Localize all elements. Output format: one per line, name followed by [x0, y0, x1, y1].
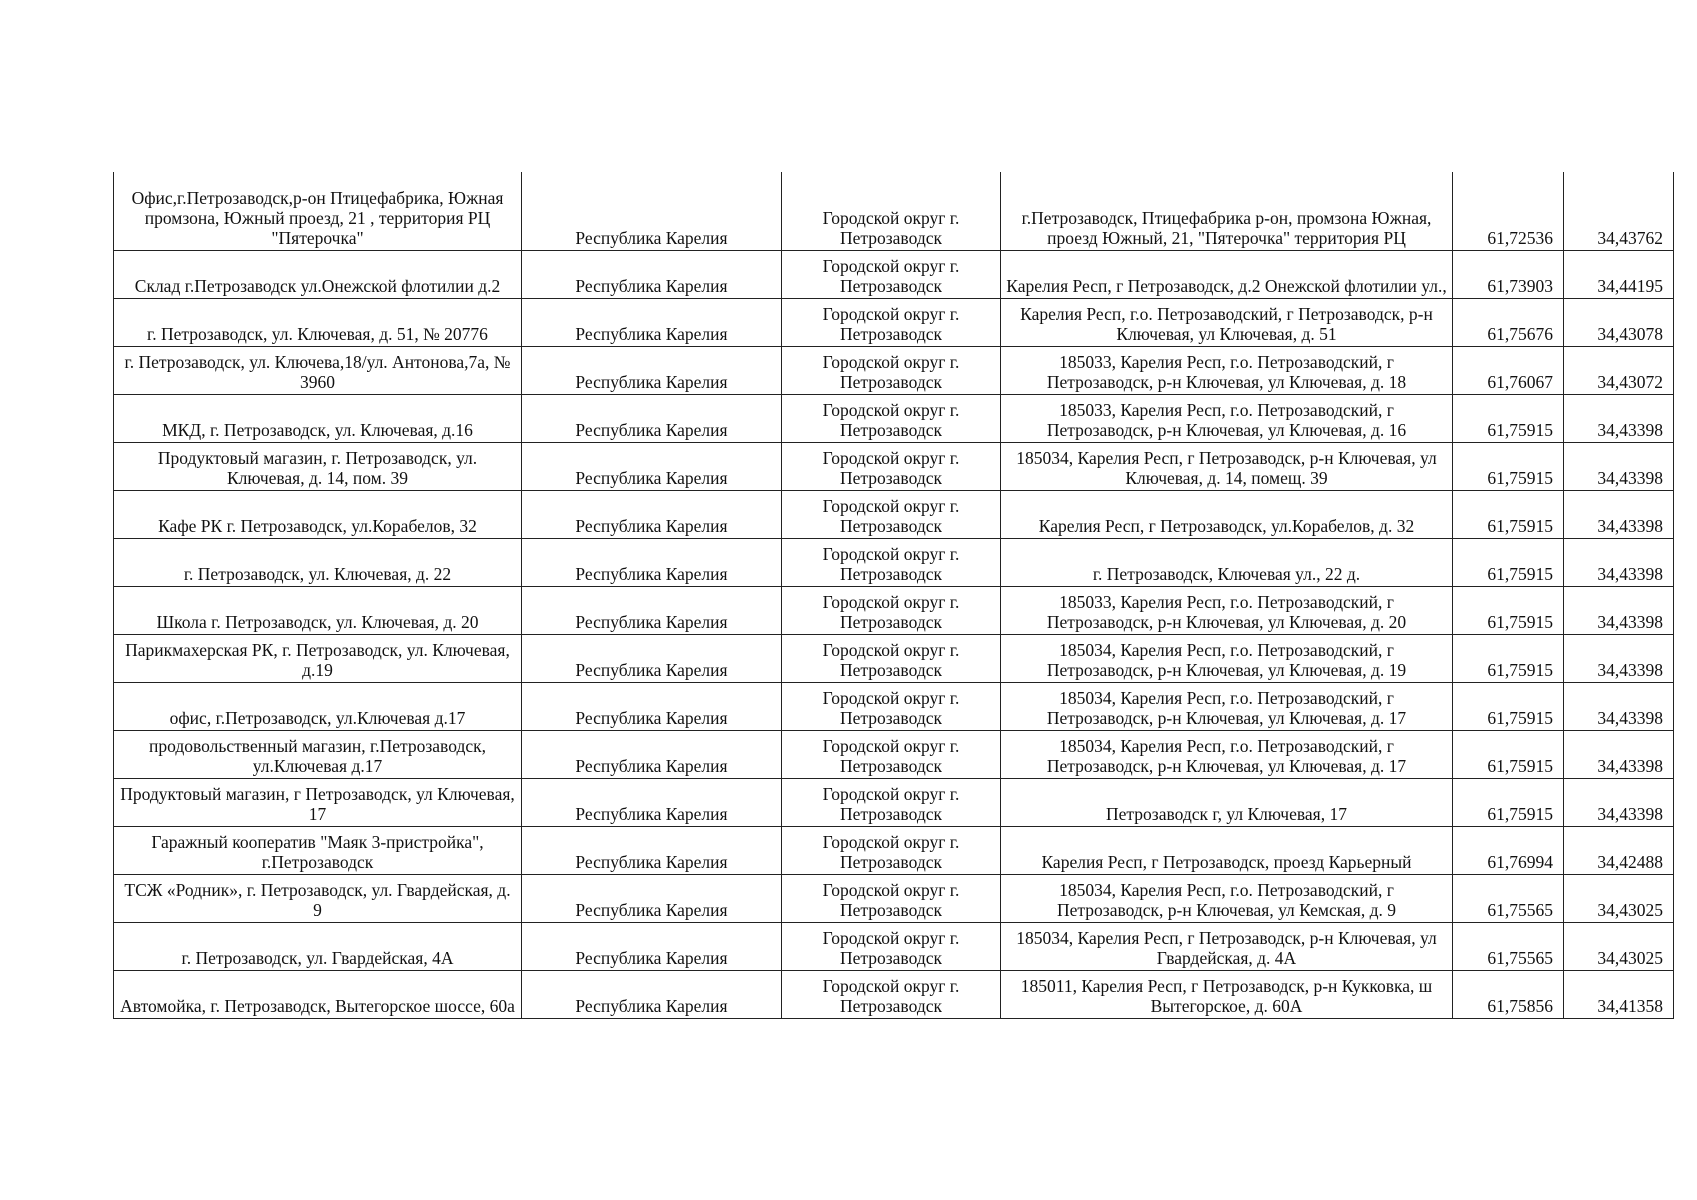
address-cell: 185033, Карелия Респ, г.о. Петрозаводский, г Петрозаводск, р-н Ключевая, ул Ключевая, д. 18 [1001, 346, 1453, 394]
district-cell: Городской округ г. Петрозаводск [782, 682, 1001, 730]
address-cell: 185033, Карелия Респ, г.о. Петрозаводский, г Петрозаводск, р-н Ключевая, ул Ключевая, д. 16 [1001, 394, 1453, 442]
longitude-cell: 34,42488 [1564, 826, 1674, 874]
address-cell: 185034, Карелия Респ, г.о. Петрозаводский, г Петрозаводск, р-н Ключевая, ул Ключевая, д. 17 [1001, 730, 1453, 778]
region-cell: Республика Карелия [522, 874, 782, 922]
district-cell: Городской округ г. Петрозаводск [782, 634, 1001, 682]
longitude-cell: 34,43025 [1564, 922, 1674, 970]
object-name-cell: г. Петрозаводск, ул. Ключевая, д. 51, № 20776 [114, 298, 522, 346]
longitude-cell: 34,43398 [1564, 586, 1674, 634]
latitude-cell: 61,75915 [1453, 490, 1564, 538]
latitude-cell: 61,75565 [1453, 922, 1564, 970]
address-cell: Карелия Респ, г Петрозаводск, проезд Карьерный [1001, 826, 1453, 874]
object-name-cell: г. Петрозаводск, ул. Ключева,18/ул. Антонова,7а, № 3960 [114, 346, 522, 394]
region-cell: Республика Карелия [522, 586, 782, 634]
latitude-cell: 61,75915 [1453, 634, 1564, 682]
address-cell: 185034, Карелия Респ, г.о. Петрозаводский, г Петрозаводск, р-н Ключевая, ул Ключевая, д. 19 [1001, 634, 1453, 682]
table-row [114, 634, 1674, 682]
object-name-cell: Продуктовый магазин, г. Петрозаводск, ул. Ключевая, д. 14, пом. 39 [114, 442, 522, 490]
district-cell: Городской округ г. Петрозаводск [782, 490, 1001, 538]
address-cell: Карелия Респ, г Петрозаводск, ул.Корабелов, д. 32 [1001, 490, 1453, 538]
longitude-cell: 34,43762 [1564, 172, 1674, 250]
table-row [114, 346, 1674, 394]
latitude-cell: 61,75915 [1453, 682, 1564, 730]
longitude-cell: 34,43398 [1564, 682, 1674, 730]
region-cell: Республика Карелия [522, 634, 782, 682]
object-name-cell: ТСЖ «Родник», г. Петрозаводск, ул. Гвардейская, д. 9 [114, 874, 522, 922]
object-name-cell: Парикмахерская РК, г. Петрозаводск, ул. Ключевая, д.19 [114, 634, 522, 682]
object-name-cell: Кафе РК г. Петрозаводск, ул.Корабелов, 32 [114, 490, 522, 538]
latitude-cell: 61,75915 [1453, 538, 1564, 586]
longitude-cell: 34,43398 [1564, 730, 1674, 778]
object-name-cell: офис, г.Петрозаводск, ул.Ключевая д.17 [114, 682, 522, 730]
object-name-cell: МКД, г. Петрозаводск, ул. Ключевая, д.16 [114, 394, 522, 442]
latitude-cell: 61,72536 [1453, 172, 1564, 250]
address-cell: Карелия Респ, г.о. Петрозаводский, г Петрозаводск, р-н Ключевая, ул Ключевая, д. 51 [1001, 298, 1453, 346]
district-cell: Городской округ г. Петрозаводск [782, 250, 1001, 298]
latitude-cell: 61,75915 [1453, 442, 1564, 490]
object-name-cell: Гаражный кооператив "Маяк 3-пристройка", г.Петрозаводск [114, 826, 522, 874]
district-cell: Городской округ г. Петрозаводск [782, 172, 1001, 250]
latitude-cell: 61,75676 [1453, 298, 1564, 346]
table-row [114, 778, 1674, 826]
latitude-cell: 61,75915 [1453, 394, 1564, 442]
object-name-cell: продовольственный магазин, г.Петрозаводск, ул.Ключевая д.17 [114, 730, 522, 778]
object-name-cell: Склад г.Петрозаводск ул.Онежской флотилии д.2 [114, 250, 522, 298]
longitude-cell: 34,43078 [1564, 298, 1674, 346]
object-name-cell: Офис,г.Петрозаводск,р-он Птицефабрика, Южная промзона, Южный проезд, 21 , территория РЦ "Пятерочка" [114, 172, 522, 250]
object-name-cell: Продуктовый магазин, г Петрозаводск, ул Ключевая, 17 [114, 778, 522, 826]
region-cell: Республика Карелия [522, 538, 782, 586]
district-cell: Городской округ г. Петрозаводск [782, 394, 1001, 442]
latitude-cell: 61,75915 [1453, 586, 1564, 634]
table-row [114, 730, 1674, 778]
district-cell: Городской округ г. Петрозаводск [782, 586, 1001, 634]
longitude-cell: 34,44195 [1564, 250, 1674, 298]
district-cell: Городской округ г. Петрозаводск [782, 538, 1001, 586]
address-cell: 185034, Карелия Респ, г Петрозаводск, р-н Ключевая, ул Гвардейская, д. 4А [1001, 922, 1453, 970]
table-row [114, 250, 1674, 298]
table-row [114, 826, 1674, 874]
object-name-cell: Школа г. Петрозаводск, ул. Ключевая, д. 20 [114, 586, 522, 634]
region-cell: Республика Карелия [522, 682, 782, 730]
region-cell: Республика Карелия [522, 970, 782, 1018]
object-name-cell: г. Петрозаводск, ул. Гвардейская, 4А [114, 922, 522, 970]
table-row [114, 490, 1674, 538]
district-cell: Городской округ г. Петрозаводск [782, 730, 1001, 778]
region-cell: Республика Карелия [522, 298, 782, 346]
region-cell: Республика Карелия [522, 394, 782, 442]
latitude-cell: 61,75915 [1453, 778, 1564, 826]
table-row [114, 874, 1674, 922]
longitude-cell: 34,41358 [1564, 970, 1674, 1018]
region-cell: Республика Карелия [522, 172, 782, 250]
address-cell: 185034, Карелия Респ, г.о. Петрозаводский, г Петрозаводск, р-н Ключевая, ул Ключевая, д. 17 [1001, 682, 1453, 730]
address-cell: 185034, Карелия Респ, г Петрозаводск, р-н Ключевая, ул Ключевая, д. 14, помещ. 39 [1001, 442, 1453, 490]
object-name-cell: г. Петрозаводск, ул. Ключевая, д. 22 [114, 538, 522, 586]
region-cell: Республика Карелия [522, 250, 782, 298]
longitude-cell: 34,43398 [1564, 778, 1674, 826]
address-cell: г.Петрозаводск, Птицефабрика р-он, промзона Южная, проезд Южный, 21, "Пятерочка" территория РЦ [1001, 172, 1453, 250]
district-cell: Городской округ г. Петрозаводск [782, 778, 1001, 826]
district-cell: Городской округ г. Петрозаводск [782, 826, 1001, 874]
district-cell: Городской округ г. Петрозаводск [782, 298, 1001, 346]
table-row [114, 172, 1674, 250]
table-row [114, 442, 1674, 490]
latitude-cell: 61,75915 [1453, 730, 1564, 778]
address-cell: 185033, Карелия Респ, г.о. Петрозаводский, г Петрозаводск, р-н Ключевая, ул Ключевая, д. 20 [1001, 586, 1453, 634]
district-cell: Городской округ г. Петрозаводск [782, 970, 1001, 1018]
table-row [114, 682, 1674, 730]
district-cell: Городской округ г. Петрозаводск [782, 442, 1001, 490]
longitude-cell: 34,43398 [1564, 394, 1674, 442]
longitude-cell: 34,43398 [1564, 538, 1674, 586]
district-cell: Городской округ г. Петрозаводск [782, 874, 1001, 922]
latitude-cell: 61,75856 [1453, 970, 1564, 1018]
region-cell: Республика Карелия [522, 346, 782, 394]
table-row [114, 298, 1674, 346]
address-cell: 185034, Карелия Респ, г.о. Петрозаводский, г Петрозаводск, р-н Ключевая, ул Кемская, д. 9 [1001, 874, 1453, 922]
table-row [114, 586, 1674, 634]
longitude-cell: 34,43398 [1564, 634, 1674, 682]
address-cell: Карелия Респ, г Петрозаводск, д.2 Онежской флотилии ул., [1001, 250, 1453, 298]
longitude-cell: 34,43398 [1564, 490, 1674, 538]
region-cell: Республика Карелия [522, 922, 782, 970]
longitude-cell: 34,43025 [1564, 874, 1674, 922]
address-cell: 185011, Карелия Респ, г Петрозаводск, р-н Кукковка, ш Вытегорское, д. 60А [1001, 970, 1453, 1018]
table-body [114, 172, 1674, 1018]
latitude-cell: 61,76994 [1453, 826, 1564, 874]
table-row [114, 394, 1674, 442]
object-name-cell: Автомойка, г. Петрозаводск, Вытегорское шоссе, 60а [114, 970, 522, 1018]
latitude-cell: 61,75565 [1453, 874, 1564, 922]
longitude-cell: 34,43398 [1564, 442, 1674, 490]
table-row [114, 538, 1674, 586]
address-cell: г. Петрозаводск, Ключевая ул., 22 д. [1001, 538, 1453, 586]
longitude-cell: 34,43072 [1564, 346, 1674, 394]
region-cell: Республика Карелия [522, 730, 782, 778]
objects-table [113, 172, 1674, 1019]
region-cell: Республика Карелия [522, 826, 782, 874]
latitude-cell: 61,76067 [1453, 346, 1564, 394]
address-cell: Петрозаводск г, ул Ключевая, 17 [1001, 778, 1453, 826]
district-cell: Городской округ г. Петрозаводск [782, 346, 1001, 394]
district-cell: Городской округ г. Петрозаводск [782, 922, 1001, 970]
latitude-cell: 61,73903 [1453, 250, 1564, 298]
table-row [114, 922, 1674, 970]
region-cell: Республика Карелия [522, 778, 782, 826]
table-row [114, 970, 1674, 1018]
region-cell: Республика Карелия [522, 442, 782, 490]
region-cell: Республика Карелия [522, 490, 782, 538]
